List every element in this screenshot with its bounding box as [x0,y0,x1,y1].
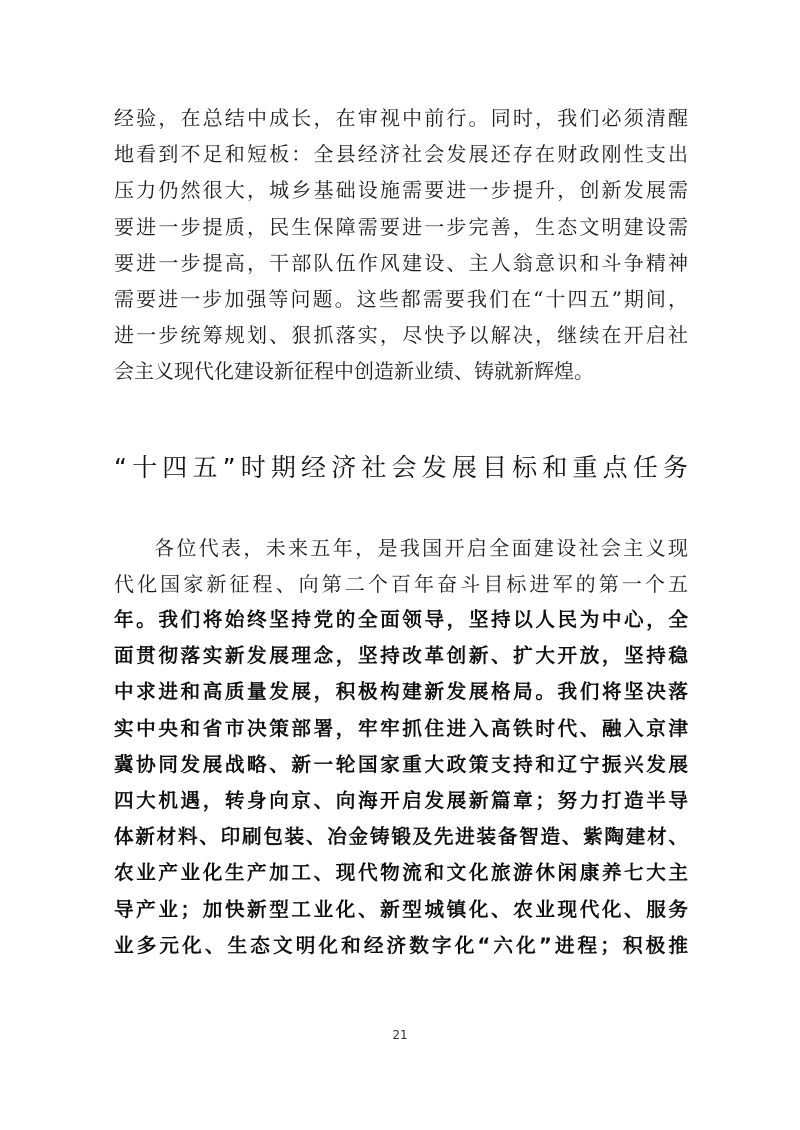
text-line: 业多元化、生态文明化和经济数字化“六化”进程；积极推 [114,933,688,957]
text-line: 实中央和省市决策部署，牢牢抓住进入高铁时代、融入京津 [114,716,688,740]
text-line: 导产业；加快新型工业化、新型城镇化、农业现代化、服务 [114,897,688,921]
text-line: 各位代表，未来五年，是我国开启全面建设社会主义现 [154,536,688,560]
text-line: 面贯彻落实新发展理念，坚持改革创新、扩大开放，坚持稳 [114,644,688,668]
paragraph-intro [114,530,688,602]
page-number: 21 [392,1028,408,1042]
text-line: 会主义现代化建设新征程中创造新业绩、铸就新辉煌。 [114,359,594,384]
text-line: 地看到不足和短板：全县经济社会发展还存在财政刚性支出 [114,142,688,167]
text-line: 冀协同发展战略、新一轮国家重大政策支持和辽宁振兴发展 [114,752,688,776]
text-line: 中求进和高质量发展，积极构建新发展格局。我们将坚决落 [114,680,688,704]
paragraph-goals [114,602,688,964]
text-line: 农业产业化生产加工、现代物流和文化旅游休闲康养七大主 [114,861,688,885]
text-line: 压力仍然很大，城乡基础设施需要进一步提升，创新发展需 [114,178,688,203]
text-line: 代化国家新征程、向第二个百年奋斗目标进军的第一个五 [114,572,688,597]
text-line: 四大机遇，转身向京、向海开启发展新篇章；努力打造半导 [114,788,688,812]
text-line: 体新材料、印刷包装、冶金铸锻及先进装备智造、紫陶建材、 [114,825,688,849]
text-line: 要进一步提质，民生保障需要进一步完善，生态文明建设需 [114,214,688,239]
text-line: 进一步统筹规划、狠抓落实，尽快予以解决，继续在开启社 [114,323,688,348]
text-line: 需要进一步加强等问题。这些都需要我们在“十四五”期间， [114,286,688,311]
text-line: 要进一步提高，干部队伍作风建设、主人翁意识和斗争精神 [114,250,688,275]
paragraph-summary [114,100,688,390]
text-line: 年。我们将始终坚持党的全面领导，坚持以人民为中心，全 [114,608,688,631]
section-heading: “十四五”时期经济社会发展目标和重点任务 [114,453,688,482]
text-line: 经验，在总结中成长，在审视中前行。同时，我们必须清醒 [114,106,688,130]
